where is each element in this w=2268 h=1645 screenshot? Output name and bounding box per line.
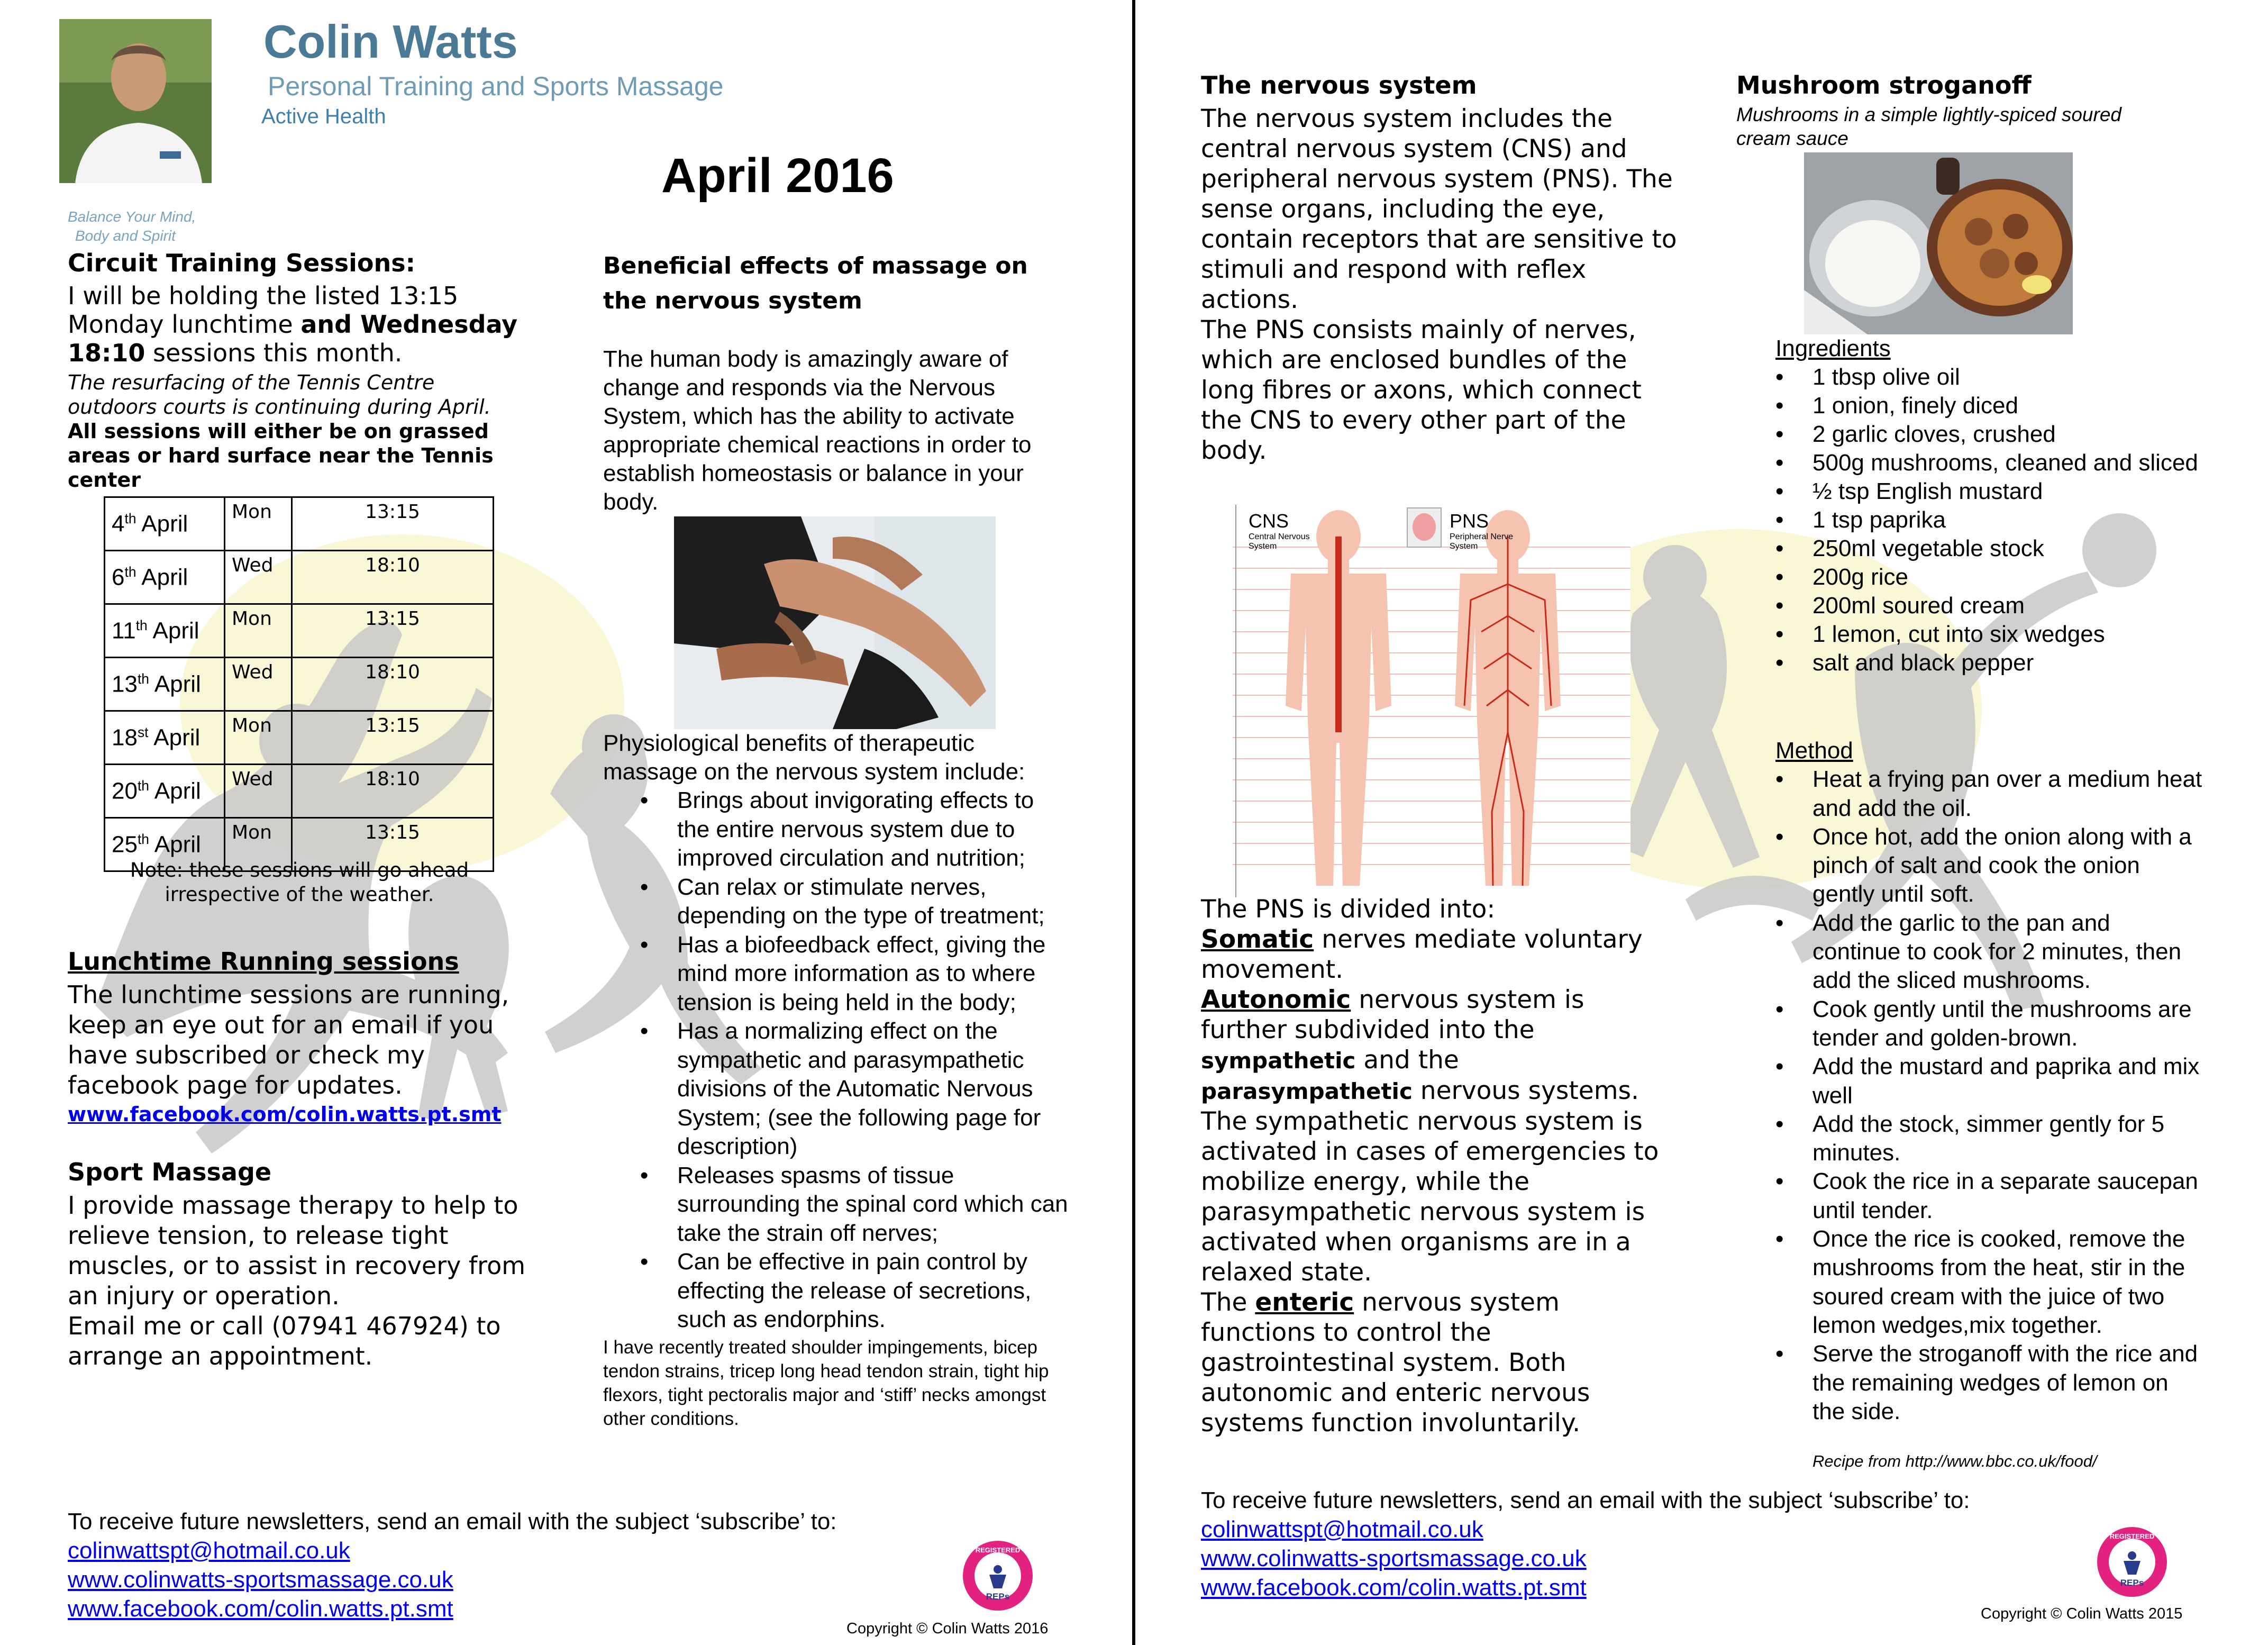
- bullet-icon: •: [1775, 1168, 1784, 1195]
- page-right: [1135, 0, 2268, 1645]
- bullet-icon: •: [640, 931, 649, 958]
- method-step: [1775, 1167, 2204, 1225]
- schedule-day: 4: [112, 511, 125, 537]
- schedule-row: [105, 497, 494, 551]
- schedule-time: 18:10: [292, 551, 494, 604]
- benefits-list: [640, 786, 1069, 1334]
- benefit-item: [640, 1017, 1069, 1161]
- badge-label-top-right: REGISTERED: [2109, 1532, 2155, 1540]
- circuit-training-section: [68, 249, 544, 492]
- tagline: [68, 207, 196, 246]
- website-link[interactable]: www.colinwatts-sportsmassage.co.uk: [68, 1567, 453, 1593]
- recipe-photo: [1804, 152, 2073, 334]
- facebook-link[interactable]: www.facebook.com/colin.watts.pt.smt: [68, 1103, 502, 1126]
- ingredients-section: [1775, 334, 2252, 677]
- bullet-icon: •: [1775, 364, 1784, 390]
- somatic-text: [1201, 924, 1677, 985]
- method-step-text: Cook the rice in a separate saucepan until tender.: [1812, 1168, 2198, 1223]
- schedule-day: 25: [112, 831, 138, 858]
- circuit-line-1: I will be holding the listed 13:15: [68, 281, 459, 310]
- schedule-month: April: [154, 778, 201, 804]
- ingredients-list: [1775, 363, 2199, 677]
- footer-right: [1201, 1486, 2153, 1602]
- schedule-month: April: [154, 831, 201, 858]
- pns-divisions-section: [1201, 894, 1677, 1438]
- benefit-item: [640, 873, 1069, 931]
- bullet-icon: •: [1775, 766, 1784, 793]
- weather-note-line-1: Note: these sessions will go ahead: [130, 859, 469, 881]
- benefit-item: [640, 1248, 1069, 1334]
- massage-body: I provide massage therapy to help to relieve tension, to release tight muscles, or to assist in recovery from an injury or operation.: [68, 1191, 526, 1310]
- ingredient-item: [1775, 363, 2199, 392]
- subscribe-text-right: To receive future newsletters, send an email with the subject ‘subscribe’ to:: [1201, 1487, 1970, 1513]
- circuit-line-3: [68, 339, 544, 367]
- website-link-right[interactable]: www.colinwatts-sportsmassage.co.uk: [1201, 1546, 1587, 1571]
- schedule-time: 13:15: [292, 818, 494, 871]
- enteric-pre: The: [1201, 1288, 1255, 1317]
- schedule-day-suffix: th: [124, 510, 136, 526]
- benefits-heading: Beneficial effects of massage on the nervous system: [603, 252, 1028, 314]
- method-step-text: Add the mustard and paprika and mix well: [1812, 1053, 2200, 1108]
- bullet-icon: •: [1775, 1226, 1784, 1252]
- method-step-text: Serve the stroganoff with the rice and the remaining wedges of lemon on the side.: [1812, 1341, 2198, 1424]
- bullet-icon: •: [1775, 1341, 1784, 1367]
- bullet-icon: •: [640, 1162, 649, 1188]
- benefit-item-text: Can relax or stimulate nerves, depending on the type of treatment;: [677, 874, 1045, 929]
- benefit-item: [640, 1161, 1069, 1248]
- ingredient-item: [1775, 563, 2199, 592]
- method-step-text: Once the rice is cooked, remove the mushrooms from the heat, stir in the soured cream with the juice of two lemon wedges,mix together.: [1812, 1226, 2185, 1338]
- ingredient-item: [1775, 449, 2199, 477]
- facebook-footer-link[interactable]: www.facebook.com/colin.watts.pt.smt: [68, 1596, 453, 1622]
- enteric-term: enteric: [1255, 1288, 1354, 1317]
- ingredients-heading: Ingredients: [1775, 335, 1891, 361]
- bullet-icon: •: [1775, 996, 1784, 1022]
- bullet-icon: •: [1775, 1053, 1784, 1080]
- weather-note-line-2: irrespective of the weather.: [165, 883, 434, 906]
- ingredient-item-text: ½ tsp English mustard: [1812, 478, 2043, 504]
- method-section: [1775, 737, 2252, 1476]
- sympathetic-term: sympathetic: [1201, 1048, 1356, 1074]
- recipe-section: [1736, 71, 2223, 150]
- bullet-icon: •: [1775, 564, 1784, 590]
- ingredient-item: [1775, 506, 2199, 534]
- schedule-date: [105, 497, 225, 551]
- benefits-lead: Physiological benefits of therapeutic massage on the nervous system include:: [603, 730, 1025, 785]
- email-link-right[interactable]: colinwattspt@hotmail.co.uk: [1201, 1516, 1483, 1542]
- schedule-time: 13:15: [292, 711, 494, 765]
- bullet-icon: •: [1775, 421, 1784, 447]
- schedule-day-suffix: th: [137, 670, 149, 687]
- ingredient-item-text: 1 tsp paprika: [1812, 507, 1946, 533]
- pns-divided-text: The PNS is divided into:: [1201, 895, 1496, 924]
- schedule-date: [105, 551, 225, 604]
- ingredient-item-text: salt and black pepper: [1812, 650, 2034, 676]
- ingredient-item-text: 1 lemon, cut into six wedges: [1812, 621, 2105, 647]
- schedule-day-suffix: th: [137, 777, 149, 794]
- diagram-pns-sublabel: Peripheral Nerve System: [1450, 532, 1514, 551]
- sympathetic-explanation: The sympathetic nervous system is activated in cases of emergencies to mobilize energy, while the parasympathetic nervous system is activated when organisms are in a relaxed state.: [1201, 1107, 1659, 1287]
- bullet-icon: •: [1775, 650, 1784, 676]
- nervous-p1: The nervous system includes the central nervous system (CNS) and peripheral nervous system (PNS). The sense organs, including the eye, contain receptors that are sensitive to stimuli and respond with reflex actions.: [1201, 104, 1677, 314]
- session-schedule-body: [105, 497, 494, 871]
- resurfacing-note: The resurfacing of the Tennis Centre outdoors courts is continuing during April.: [68, 371, 491, 419]
- bullet-icon: •: [640, 787, 649, 813]
- bullet-icon: •: [1775, 450, 1784, 476]
- schedule-month: April: [152, 617, 199, 644]
- diagram-cns-label: CNS: [1249, 510, 1289, 532]
- running-body: The lunchtime sessions are running, keep an eye out for an email if you have subscribed or check my facebook page for updates.: [68, 980, 509, 1099]
- benefit-item-text: Has a biofeedback effect, giving the mind more information as to where tension is being held in the body;: [677, 931, 1046, 1015]
- schedule-month: April: [153, 724, 201, 751]
- ingredient-item: [1775, 649, 2199, 677]
- method-step-text: Add the garlic to the pan and continue to cook for 2 minutes, then add the sliced mushrooms.: [1812, 910, 2182, 994]
- schedule-day-suffix: th: [124, 564, 136, 580]
- ingredient-item-text: 200g rice: [1812, 564, 1909, 590]
- schedule-date: [105, 658, 225, 711]
- schedule-row: [105, 658, 494, 711]
- circuit-line-2-bold: and Wednesday: [300, 310, 518, 339]
- ingredient-item: [1775, 620, 2199, 649]
- nervous-p2: The PNS consists mainly of nerves, which are enclosed bundles of the long fibres or axons, which connect the CNS to every other part of the body.: [1201, 315, 1642, 465]
- running-heading: Lunchtime Running sessions: [68, 947, 459, 976]
- schedule-weekday: Wed: [225, 551, 292, 604]
- bullet-icon: •: [1775, 593, 1784, 619]
- method-heading: Method: [1775, 738, 1853, 764]
- bullet-icon: •: [1775, 823, 1784, 850]
- bullet-icon: •: [1775, 1111, 1784, 1137]
- diagram-cns-sublabel: Central Nervous System: [1249, 532, 1310, 551]
- schedule-weekday: Wed: [225, 658, 292, 711]
- schedule-day-suffix: st: [137, 724, 149, 740]
- ingredient-item-text: 1 onion, finely diced: [1812, 393, 2018, 419]
- schedule-day-suffix: th: [137, 831, 149, 847]
- schedule-time: 18:10: [292, 658, 494, 711]
- schedule-weekday: Wed: [225, 765, 292, 818]
- bullet-icon: •: [1775, 393, 1784, 419]
- benefits-list-section: [603, 729, 1079, 1431]
- ingredient-item: [1775, 392, 2199, 420]
- benefits-intro: The human body is amazingly aware of change and responds via the Nervous System, which has the ability to activate appropriate chemical reactions in order to establish homeostasis or balance in your body.: [603, 346, 1032, 515]
- profile-photo-graphic: [59, 19, 212, 183]
- schedule-row: [105, 711, 494, 765]
- massage-heading: Sport Massage: [68, 1158, 272, 1186]
- subscribe-text: To receive future newsletters, send an email with the subject ‘subscribe’ to:: [68, 1508, 837, 1534]
- recipe-photo-graphic: [1804, 152, 2073, 334]
- newsletter-author-name: Colin Watts: [263, 15, 518, 68]
- somatic-term: Somatic: [1201, 925, 1314, 954]
- ingredient-item: [1775, 592, 2199, 620]
- circuit-line-2: [68, 310, 544, 339]
- badge-label-mid: REPs: [986, 1592, 1010, 1602]
- ingredient-item: [1775, 477, 2199, 506]
- nervous-system-section: [1201, 71, 1677, 466]
- benefits-footnote: I have recently treated shoulder impingements, bicep tendon strains, tricep long head tendon strain, tight hip flexors, tight pectoralis major and ‘stiff’ necks amongst other conditions.: [603, 1337, 1049, 1429]
- parasympathetic-text: [1201, 1076, 1677, 1106]
- schedule-month: April: [141, 511, 188, 537]
- badge-label-mid-right: REPs: [2120, 1578, 2144, 1588]
- circuit-line-3-text: sessions this month.: [145, 339, 403, 367]
- bullet-icon: •: [1775, 535, 1784, 561]
- newsletter-subtitle: Personal Training and Sports Massage: [268, 71, 724, 101]
- autonomic-text: [1201, 985, 1677, 1045]
- bullet-icon: •: [1775, 507, 1784, 533]
- autonomic-term: Autonomic: [1201, 985, 1351, 1014]
- method-step: [1775, 1110, 2204, 1168]
- schedule-weekday: Mon: [225, 497, 292, 551]
- enteric-rest: nervous system functions to control the gastrointestinal system. Both autonomic and enteric nervous systems function involuntarily.: [1201, 1288, 1590, 1438]
- schedule-time: 13:15: [292, 604, 494, 658]
- page-left: [0, 0, 1132, 1645]
- schedule-date: [105, 604, 225, 658]
- ingredient-item-text: 1 tbsp olive oil: [1812, 364, 1960, 390]
- nervous-heading: The nervous system: [1201, 71, 1477, 99]
- method-step-text: Add the stock, simmer gently for 5 minutes.: [1812, 1111, 2165, 1166]
- schedule-weekday: Mon: [225, 604, 292, 658]
- autonomic-rest: nervous system is further subdivided into the: [1201, 985, 1584, 1044]
- benefit-item: [640, 786, 1069, 873]
- sympathetic-text: [1201, 1045, 1677, 1076]
- badge-label-top: REGISTERED: [975, 1546, 1021, 1554]
- tagline-line-1: Balance Your Mind,: [68, 208, 196, 225]
- tagline-line-2: Body and Spirit: [75, 228, 176, 244]
- circuit-line-3-bold: 18:10: [68, 339, 145, 367]
- circuit-line-2-text: Monday lunchtime: [68, 310, 301, 339]
- method-list: [1775, 765, 2204, 1426]
- method-step-text: Cook gently until the mushrooms are tender and golden-brown.: [1812, 996, 2192, 1051]
- method-step-text: Once hot, add the onion along with a pinch of salt and cook the onion gently until soft.: [1812, 823, 2192, 907]
- facebook-footer-link-right[interactable]: www.facebook.com/colin.watts.pt.smt: [1201, 1575, 1587, 1601]
- method-step: [1775, 1225, 2204, 1340]
- benefits-section: [603, 249, 1079, 516]
- massage-photo: [674, 516, 996, 729]
- ingredient-item-text: 2 garlic cloves, crushed: [1812, 421, 2056, 447]
- sport-massage-section: [68, 1158, 533, 1371]
- issue-date: April 2016: [661, 149, 894, 203]
- ingredient-item-text: 200ml soured cream: [1812, 593, 2025, 619]
- schedule-day: 13: [112, 671, 138, 697]
- schedule-time: 18:10: [292, 765, 494, 818]
- somatic-rest: nerves mediate voluntary movement.: [1201, 925, 1643, 984]
- bullet-icon: •: [1775, 478, 1784, 504]
- nervous-system-diagram: [1233, 494, 1631, 897]
- method-step: [1775, 995, 2204, 1053]
- bullet-icon: •: [640, 1018, 649, 1044]
- schedule-row: [105, 604, 494, 658]
- ingredient-item: [1775, 420, 2199, 449]
- recipe-source: Recipe from http://www.bbc.co.uk/food/: [1812, 1452, 2097, 1471]
- benefit-item-text: Brings about invigorating effects to the entire nervous system due to improved circulation and nutrition;: [677, 787, 1034, 871]
- method-step: [1775, 765, 2204, 823]
- method-step-text: Heat a frying pan over a medium heat and add the oil.: [1812, 766, 2202, 821]
- brand-name: Active Health: [261, 105, 386, 128]
- schedule-weekday: Mon: [225, 711, 292, 765]
- bullet-icon: •: [640, 874, 649, 900]
- bullet-icon: •: [640, 1249, 649, 1275]
- benefit-item-text: Releases spasms of tissue surrounding the spinal cord which can take the strain off nerves;: [677, 1162, 1068, 1246]
- enteric-text: [1201, 1287, 1677, 1438]
- copyright-right: Copyright © Colin Watts 2015: [1981, 1605, 2183, 1622]
- method-step: [1775, 1340, 2204, 1426]
- schedule-row: [105, 765, 494, 818]
- benefit-item-text: Can be effective in pain control by effecting the release of secretions, such as endorphins.: [677, 1249, 1032, 1332]
- ingredient-item-text: 500g mushrooms, cleaned and sliced: [1812, 450, 2198, 476]
- schedule-day: 11: [112, 617, 136, 644]
- method-step: [1775, 823, 2204, 909]
- weather-note: [104, 858, 495, 907]
- benefit-item: [640, 931, 1069, 1017]
- method-step: [1775, 1052, 2204, 1110]
- footer-left: [68, 1507, 1020, 1623]
- sympathetic-and: and the: [1355, 1046, 1459, 1075]
- bullet-icon: •: [1775, 910, 1784, 936]
- massage-photo-graphic: [674, 516, 996, 729]
- ingredient-item-text: 250ml vegetable stock: [1812, 535, 2044, 561]
- schedule-day: 18: [112, 724, 138, 751]
- parasympathetic-term: parasympathetic: [1201, 1078, 1413, 1104]
- benefit-item-text: Has a normalizing effect on the sympathetic and parasympathetic divisions of the Automatic Nervous System; (see the following page for description): [677, 1018, 1041, 1159]
- nervous-system-diagram-graphic: [1233, 494, 1631, 897]
- schedule-weekday: Mon: [225, 818, 292, 871]
- schedule-row: [105, 551, 494, 604]
- schedule-month: April: [141, 564, 188, 590]
- schedule-month: April: [154, 671, 201, 697]
- schedule-time: 13:15: [292, 497, 494, 551]
- parasympathetic-systems: nervous systems.: [1412, 1076, 1639, 1105]
- profile-photo: [59, 19, 212, 183]
- copyright-left: Copyright © Colin Watts 2016: [846, 1620, 1049, 1637]
- sessions-location-note: All sessions will either be on grassed areas or hard surface near the Tennis center: [68, 420, 494, 492]
- schedule-day-suffix: th: [135, 617, 148, 633]
- ingredient-item: [1775, 534, 2199, 563]
- circuit-heading: Circuit Training Sessions:: [68, 249, 416, 277]
- massage-contact: Email me or call (07941 467924) to arrange an appointment.: [68, 1312, 501, 1370]
- recipe-subtitle: Mushrooms in a simple lightly-spiced soured cream sauce: [1736, 104, 2121, 149]
- method-step: [1775, 909, 2204, 995]
- diagram-pns-label: PNS: [1450, 510, 1489, 532]
- bullet-icon: •: [1775, 621, 1784, 647]
- running-section: [68, 947, 533, 1126]
- schedule-date: [105, 765, 225, 818]
- schedule-day: 20: [112, 778, 138, 804]
- session-schedule-table: [104, 496, 494, 872]
- email-link[interactable]: colinwattspt@hotmail.co.uk: [68, 1538, 350, 1564]
- schedule-date: [105, 711, 225, 765]
- schedule-day: 6: [112, 564, 125, 590]
- recipe-title: Mushroom stroganoff: [1736, 71, 2032, 99]
